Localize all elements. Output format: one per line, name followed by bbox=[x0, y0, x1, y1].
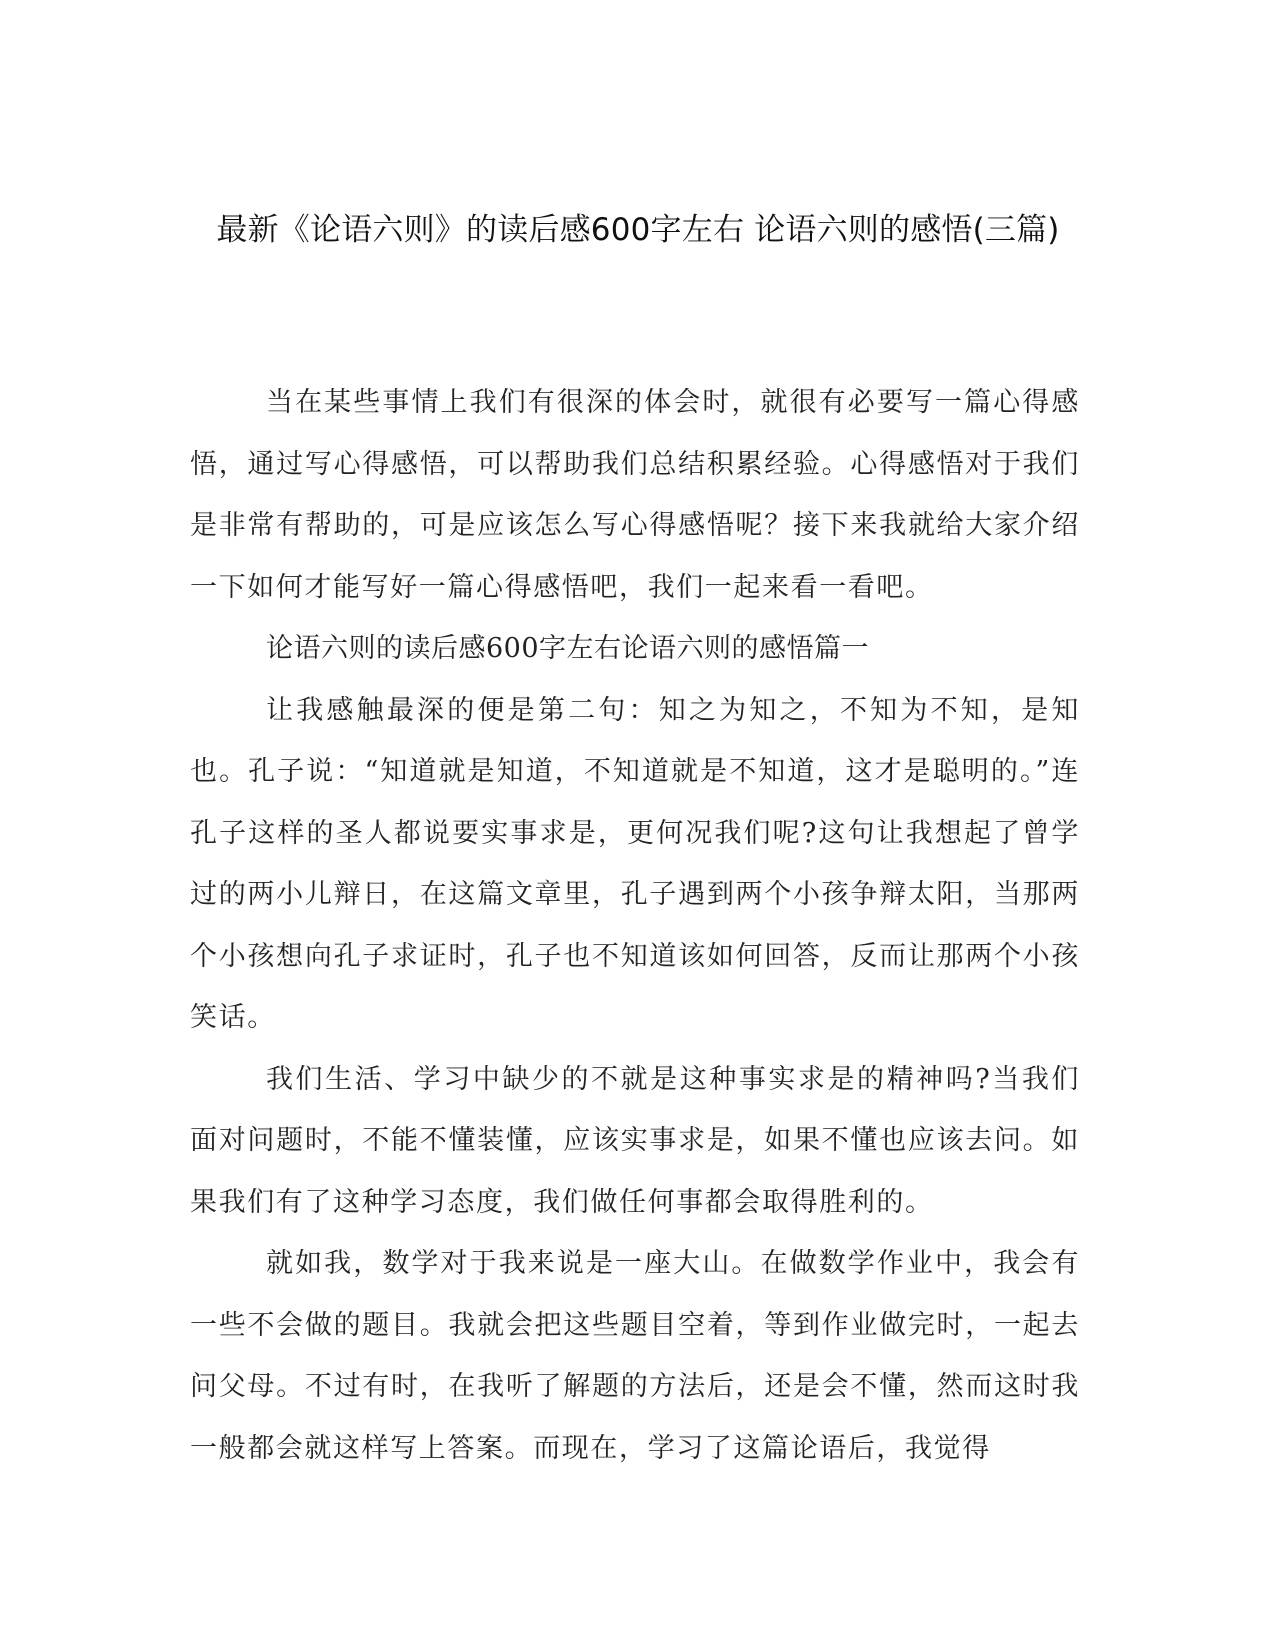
section-heading: 论语六则的读后感600字左右论语六则的感悟篇一 bbox=[266, 633, 870, 664]
body-paragraph: 就如我，数学对于我来说是一座大山。在做数学作业中，我会有一些不会做的题目。我就会把这些题目空着，等到作业做完时，一起去问父母。不过有时，在我听了解题的方法后，还是会不懂，然而这时我一般都会就这样写上答案。而现在，学习了这篇论语后，我觉得 bbox=[190, 1248, 1080, 1464]
document-body bbox=[190, 372, 1080, 1479]
document-title: 最新《论语六则》的读后感600字左右 论语六则的感悟(三篇) bbox=[216, 212, 1060, 248]
body-paragraph: 让我感触最深的便是第二句：知之为知之，不知为不知，是知也。孔子说：“知道就是知道，不知道就是不知道，这才是聪明的。”连孔子这样的圣人都说要实事求是，更何况我们呢?这句让我想起了曾学过的两小儿辩日，在这篇文章里，孔子遇到两个小孩争辩太阳，当那两个小孩想向孔子求证时，孔子也不知道该如何回答，反而让那两个小孩笑话。 bbox=[190, 694, 1080, 1033]
body-paragraph: 我们生活、学习中缺少的不就是这种事实求是的精神吗?当我们面对问题时，不能不懂装懂，应该实事求是，如果不懂也应该去问。如果我们有了这种学习态度，我们做任何事都会取得胜利的。 bbox=[190, 1063, 1080, 1218]
body-paragraph-intro: 当在某些事情上我们有很深的体会时，就很有必要写一篇心得感悟，通过写心得感悟，可以帮助我们总结积累经验。心得感悟对于我们是非常有帮助的，可是应该怎么写心得感悟呢？接下来我就给大家介绍一下如何才能写好一篇心得感悟吧，我们一起来看一看吧。 bbox=[190, 387, 1080, 603]
